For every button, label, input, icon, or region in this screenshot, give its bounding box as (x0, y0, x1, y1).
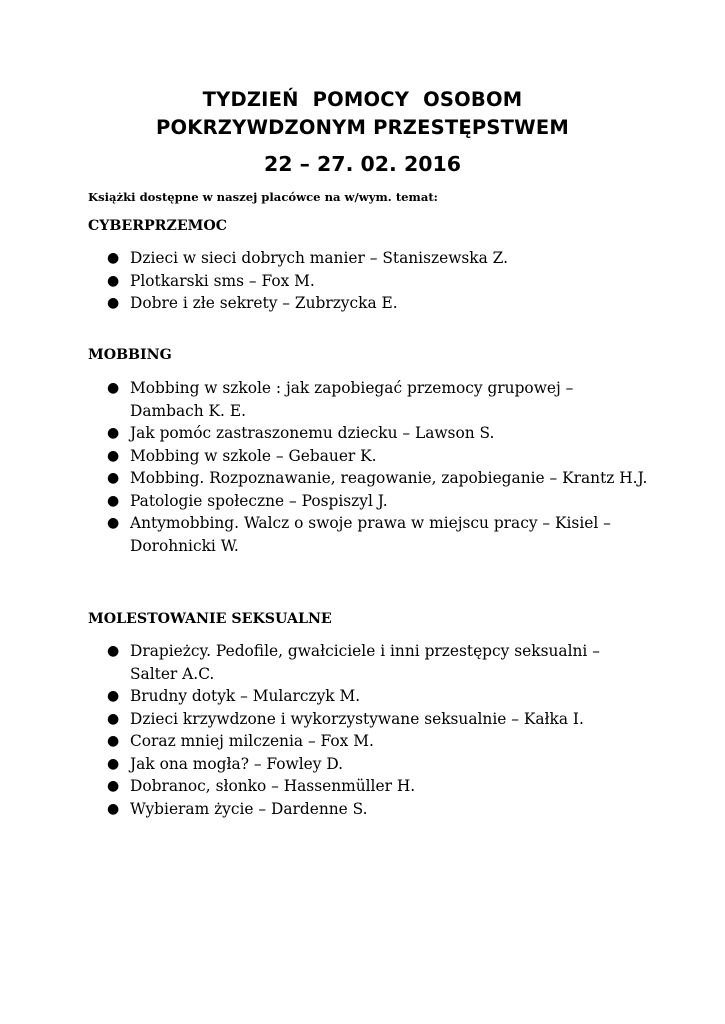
bullet-icon: ● (107, 800, 120, 817)
list-item: ● Mobbing w szkole : jak zapobiegać przemocy grupowej – Dambach K. E. (107, 379, 574, 420)
list-item: ● Dobranoc, słonko – Hassenmüller H. (104, 775, 649, 798)
bullet-icon: ● (107, 380, 120, 396)
list-item: ● Mobbing. Rozpoznawanie, reagowanie, zapobieganie – Krantz H.J. (104, 467, 649, 490)
list-item: ● Mobbing w szkole – Gebauer K. (104, 445, 649, 468)
event-date: 22 – 27. 02. 2016 (263, 152, 461, 176)
bullet-icon: ● (107, 778, 120, 794)
book-list-mobbing (104, 377, 649, 557)
list-item: ● Patologie społeczne – Pospiszyl J. (104, 490, 649, 513)
section-heading-molestowanie-seksualne: MOLESTOWANIE SEKSUALNE (88, 611, 332, 627)
bullet-icon: ● (107, 470, 120, 486)
bullet-icon: ● (107, 272, 120, 289)
list-item: ● Dzieci w sieci dobrych manier – Staniszewska Z. (104, 247, 649, 270)
list-item: ● Jak ona mogła? – Fowley D. (104, 753, 649, 776)
list-item: ● Plotkarski sms – Fox M. (104, 270, 649, 293)
list-item: ● Coraz mniej milczenia – Fox M. (104, 730, 649, 753)
section-heading-mobbing: MOBBING (88, 347, 172, 363)
bullet-icon: ● (107, 295, 120, 311)
bullet-icon: ● (107, 425, 120, 441)
list-item: ● Drapieżcy. Pedofile, gwałciciele i inni przestępcy seksualni – Salter A.C. (107, 642, 600, 683)
list-item: ● Antymobbing. Walcz o swoje prawa w miejscu pracy – Kisiel – Dorohnicki W. (107, 514, 611, 555)
section-heading-cyberprzemoc: CYBERPRZEMOC (88, 218, 228, 234)
page-title-line-2: POKRZYWDZONYM PRZESTĘPSTWEM (155, 116, 569, 139)
book-list-molestowanie-seksualne (104, 640, 649, 820)
bullet-icon: ● (107, 643, 120, 659)
list-item: ● Dobre i złe sekrety – Zubrzycka E. (104, 292, 649, 315)
bullet-icon: ● (107, 755, 120, 772)
bullet-icon: ● (107, 447, 120, 464)
subtitle: Książki dostępne w naszej placówce na w/wym. temat: (88, 190, 438, 204)
page-title-line-1: TYDZIEŃ POMOCY OSOBOM (202, 88, 523, 111)
bullet-icon: ● (107, 710, 120, 727)
bullet-icon: ● (107, 492, 120, 509)
bullet-icon: ● (107, 250, 120, 266)
bullet-icon: ● (107, 688, 120, 704)
list-item: ● Dzieci krzywdzone i wykorzystywane seksualnie – Kałka I. (104, 708, 649, 731)
list-item: ● Brudny dotyk – Mularczyk M. (104, 685, 649, 708)
list-item: ● Wybieram życie – Dardenne S. (104, 798, 649, 821)
bullet-icon: ● (107, 515, 120, 531)
bullet-icon: ● (107, 733, 120, 749)
list-item: ● Jak pomóc zastraszonemu dziecku – Lawson S. (104, 422, 649, 445)
book-list-cyberprzemoc (104, 247, 649, 315)
